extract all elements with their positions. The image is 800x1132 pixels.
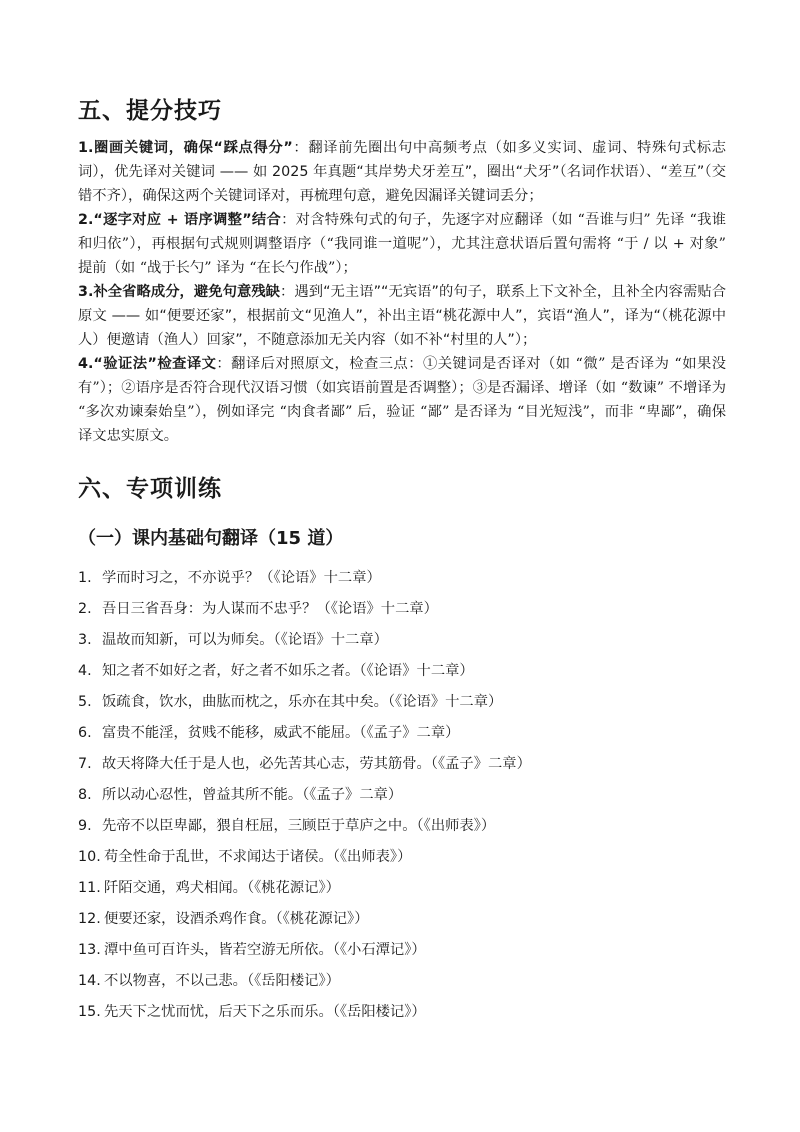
list-item [78,966,738,997]
tip-3-title: 补全省略成分，避免句意残缺 [93,284,281,300]
tip-4-num: 4. [78,356,94,372]
list-item [78,687,738,718]
tip-4-body: ：翻译后对照原文，检查三点：①关键词是否译对（如 “微” 是否译为 “如果没有”）；②语序是否符合现代汉语习惯（如宾语前置是否调整）；③是否漏译、增译（如 “数谏” 不增译为 “多次劝谏秦始皇”），例如译完 “肉食者鄙” 后，验证 “鄙” 是否译为 “目光短浅”，而非 “卑鄙”，确保译文忠实原文。 [78,356,727,444]
item-text: 吾日三省吾身：为人谋而不忠乎？（《论语》十二章） [102,601,438,617]
list-item [78,873,738,904]
item-text: 潭中鱼可百许头，皆若空游无所依。（《小石潭记》） [104,942,426,958]
list-item [78,904,738,935]
item-number: 8. [78,787,92,803]
tip-1-title: 圈画关键词，确保“踩点得分” [93,140,293,156]
item-number: 9. [78,818,92,834]
item-number: 5. [78,694,92,710]
list-item [78,563,738,594]
list-item [78,842,738,873]
item-text: 故天将降大任于是人也，必先苦其心志，劳其筋骨。（《孟子》二章） [102,756,531,772]
list-item [78,811,738,842]
item-number: 2. [78,601,92,617]
item-number: 14. [78,973,101,989]
tip-3-num: 3. [78,284,94,300]
item-number: 6. [78,725,92,741]
list-item [78,656,738,687]
item-text: 便要还家，设酒杀鸡作食。（《桃花源记》） [104,911,369,927]
item-number: 1. [78,570,92,586]
item-text: 富贵不能淫，贫贱不能移，威武不能屈。（《孟子》二章） [102,725,460,741]
subsection-heading: （一）课内基础句翻译（15 道） [78,528,344,549]
list-item [78,780,738,811]
item-number: 7. [78,756,92,772]
item-text: 先帝不以臣卑鄙，猥自枉屈，三顾臣于草庐之中。（《出师表》） [102,818,496,834]
tip-1-body: ：翻译前先圈出句中高频考点（如多义实词、虚词、特殊句式标志词），优先译对关键词 —— 如 2025 年真题“其岸势犬牙差互”，圈出“犬牙”（名词作状语）、“差互”（交错不齐），确保这两个关键词译对，再梳理句意，避免因漏译关键词丢分； [78,140,726,204]
item-number: 10. [78,849,101,865]
list-item [78,718,738,749]
item-text: 温故而知新，可以为师矣。（《论语》十二章） [102,632,388,648]
tip-2-num: 2. [78,212,94,228]
tip-2-body: ：对含特殊句式的句子，先逐字对应翻译（如 “吾谁与归” 先译 “我谁和归依”），再根据句式规则调整语序（“我同谁一道呢”），尤其注意状语后置句需将 “于 / 以 + 对象” 提前（如 “战于长勺” 译为 “在长勺作战”）； [78,212,726,276]
list-item [78,594,738,625]
item-number: 12. [78,911,101,927]
list-item [78,997,738,1028]
list-item [78,935,738,966]
tip-4 [78,352,726,448]
tip-4-title: “验证法”检查译文 [93,356,217,372]
item-text: 知之者不如好之者，好之者不如乐之者。（《论语》十二章） [102,663,474,679]
item-number: 13. [78,942,101,958]
item-number: 15. [78,1004,101,1020]
item-text: 苟全性命于乱世，不求闻达于诸侯。（《出师表》） [104,849,412,865]
item-text: 先天下之忧而忧，后天下之乐而乐。（《岳阳楼记》） [104,1004,426,1020]
tip-3-body: ：遇到“无主语”“无宾语”的句子，联系上下文补全，且补全内容需贴合原文 —— 如“便要还家”，根据前文“见渔人”，补出主语“桃花源中人”，宾语“渔人”，译为“（桃花源中人）便邀请（渔人）回家”，不随意添加无关内容（如不补“村里的人”）； [78,284,726,348]
tip-1-num: 1. [78,140,94,156]
section-six-heading: 六、专项训练 [78,476,222,502]
item-number: 4. [78,663,92,679]
item-number: 11. [78,880,101,896]
item-text: 阡陌交通，鸡犬相闻。（《桃花源记》） [104,880,340,896]
item-text: 学而时习之，不亦说乎？（《论语》十二章） [102,570,381,586]
tip-2 [78,208,726,280]
list-item [78,749,738,780]
tip-1 [78,136,726,208]
item-number: 3. [78,632,92,648]
exercise-list [78,563,738,1028]
item-text: 所以动心忍性，曾益其所不能。（《孟子》二章） [102,787,403,803]
tip-3 [78,280,726,352]
tip-2-title: “逐字对应 + 语序调整”结合 [93,212,282,228]
item-text: 饭疏食，饮水，曲肱而枕之，乐亦在其中矣。（《论语》十二章） [102,694,503,710]
item-text: 不以物喜，不以己悲。（《岳阳楼记》） [104,973,340,989]
list-item [78,625,738,656]
section-five-heading: 五、提分技巧 [78,98,222,124]
